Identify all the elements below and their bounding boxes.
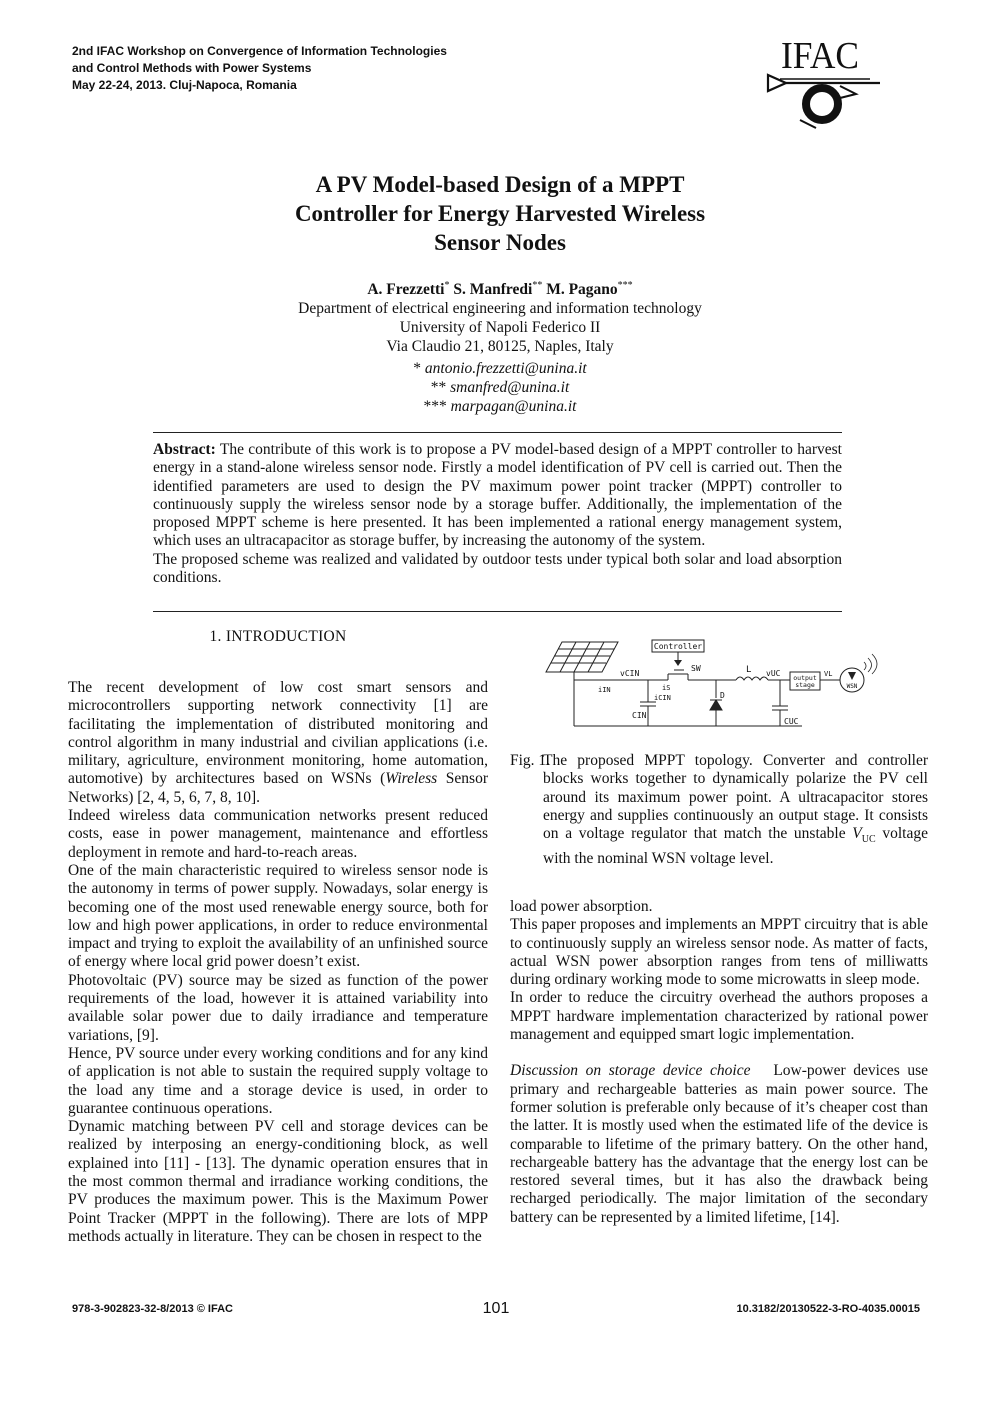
footer-isbn: 978-3-902823-32-8/2013 © IFAC (72, 1303, 233, 1315)
abstract-top-rule (153, 432, 842, 433)
subheading-storage-choice: Discussion on storage device choice (510, 1062, 751, 1080)
email-address[interactable]: smanfred@unina.it (450, 379, 570, 396)
paragraph: load power absorption. (510, 898, 653, 915)
vuc-label: vUC (766, 669, 781, 678)
email-line: *** marpagan@unina.it (423, 398, 577, 415)
logo-text: IFAC (781, 35, 859, 77)
paragraph: Hence, PV source under every working conditions and for any kind of application is not able to sustain the required supply voltage to the load any time and a storage device is used, in order to guarantee continuous operations. (68, 1044, 488, 1117)
caption-label: Fig. 1. (510, 752, 551, 769)
abstract-para-2: The proposed scheme was realized and validated by outdoor tests under typical both solar and load absorption conditions. (153, 550, 842, 587)
author-block (150, 276, 850, 356)
svg-text:stage: stage (795, 681, 815, 689)
section-heading-introduction: 1. INTRODUCTION (209, 628, 347, 645)
email-line: ** smanfred@unina.it (430, 379, 570, 396)
l-label: L (746, 665, 752, 675)
iin-label: iIN (598, 686, 611, 694)
author-1-mark: * (444, 280, 450, 291)
sw-label: SW (691, 664, 701, 673)
paragraph: The recent development of low cost smart sensors and microcontrollers supporting network connectivity [1] are facilitating the implementation of distributed monitoring and control algorithm in many industrial and civilian applications (i.e. military, agriculture, environment monitoring, home automation, automotive) by architectures based on WSNs (Wireless Sensor Networks) [2, 4, 5, 6, 7, 8, 10]. (68, 679, 489, 806)
conference-line-1: 2nd IFAC Workshop on Convergence of Information Technologies (72, 44, 447, 58)
title-line-3: Sensor Nodes (434, 230, 566, 255)
paragraph: In order to reduce the circuitry overhead the authors proposes a MPPT hardware implementation characterized by rational power management and equipped smart logic implementation. (510, 989, 928, 1044)
paper-title (150, 170, 850, 257)
vl-label: VL (824, 670, 833, 678)
caption-text: The proposed MPPT topology. Converter and controller blocks works together to dynamically polarize the PV cell around its maximum power point. A ultracapacitor stores energy and supplies continuously an output stage. It consists on a voltage regulator that match the unstable $V_{UC}$ voltage with the nominal WSN voltage level. (543, 752, 928, 867)
controller-label: Controller (653, 642, 703, 651)
wsn-label: WSN (846, 683, 858, 690)
pv-panel-icon (546, 642, 618, 680)
footer-doi[interactable]: 10.3182/20130522-3-RO-4035.00015 (736, 1303, 920, 1315)
ifac-logo (760, 34, 886, 134)
diode (710, 680, 722, 726)
paragraph: Discussion on storage device choice Low-power devices use primary and rechargeable batteries as main power source. The former solution is preferable only because of it’s cheaper cost than the latter. It is mostly used when the estimated life of the device is comparable to lifetime of the primary battery. On the other hand, rechargeable battery has the advantage that the energy lost can be restored several times, but it has also the drawback being recharged periodically. The major limitation of the secondary battery can be represented by a limited lifetime, [14]. (510, 1062, 928, 1226)
cin-label: CIN (632, 711, 647, 720)
email-address[interactable]: antonio.frezzetti@unina.it (424, 360, 587, 377)
paragraph: Photovoltaic (PV) source may be sized as function of the power requirements of the load, however it is attained variability into available solar power due to daily irradiance and temperature variations, [9]. (68, 971, 488, 1044)
paragraph: Indeed wireless data communication networks present reduced costs, ease in power management, maintenance and effortless deployment in remote and hard-to-reach areas. (68, 807, 488, 861)
switch-mosfet (668, 670, 688, 680)
d-label: D (720, 691, 725, 700)
email-line: * antonio.frezzetti@unina.it (413, 360, 587, 377)
right-column (510, 898, 928, 1227)
svg-text:output: output (793, 674, 817, 682)
title-line-1: A PV Model-based Design of a MPPT (315, 172, 685, 197)
inductor (736, 677, 768, 680)
email-list (250, 359, 750, 416)
affiliation-address: Via Claudio 21, 80125, Naples, Italy (386, 338, 614, 356)
affiliation-univ: University of Napoli Federico II (399, 319, 601, 337)
page-number: 101 (482, 1300, 510, 1317)
wireless-signal-icon (864, 654, 877, 674)
is-label: iS (662, 684, 671, 692)
vcin-label: vCIN (620, 669, 640, 678)
paragraph: Dynamic matching between PV cell and storage devices can be realized by interposing an energy-conditioning block, as well explained into [11] - [13]. The dynamic operation ensures that in the most common thermal and irradiance working conditions, the PV produces the maximum power. This is the Maximum Power Point Tracker (MPPT in the following). There are lots of MPP methods actually in literature. They can be chosen in respect to the (68, 1118, 488, 1245)
mppt-topology-figure (540, 636, 880, 734)
figure-caption (510, 752, 928, 868)
abstract (153, 441, 842, 587)
abstract-para-1: Abstract: The contribute of this work is to propose a PV model-based design of a MPPT controller to harvest energy in a stand-alone wireless sensor node. Firstly a model identification of PV cell is carried out. Then the identified parameters are used to design the PV maximum power point tracker (MPPT) controller to continuously supply the wireless sensor node by a storage buffer. Additionally, the implementation of the proposed MPPT scheme is here presented. It has been implemented a rational energy management system, which uses an ultracapacitor as storage buffer, by increasing the autonomy of the system. (153, 441, 842, 550)
cuc-label: CUC (784, 717, 799, 726)
conference-header (72, 43, 532, 94)
author-2-mark: ** (532, 280, 543, 291)
abstract-bottom-rule (153, 611, 842, 612)
left-column (68, 679, 488, 1246)
conference-line-3: May 22-24, 2013. Cluj-Napoca, Romania (72, 78, 297, 92)
icin-label: iCIN (654, 694, 671, 702)
email-address[interactable]: marpagan@unina.it (450, 398, 577, 415)
conference-line-2: and Control Methods with Power Systems (72, 61, 312, 75)
title-line-2: Controller for Energy Harvested Wireless (294, 201, 706, 226)
author-names (150, 276, 850, 299)
author-3-mark: *** (617, 280, 633, 291)
affiliation-dept: Department of electrical engineering and information technology (298, 300, 702, 318)
abstract-label: Abstract: (153, 441, 216, 458)
author-2: S. Manfredi (453, 281, 533, 299)
paragraph: This paper proposes and implements an MPPT circuitry that is able to continuously supply an wireless sensor node. As matter of facts, actual WSN power absorption ranges from tens of milliwatts during ordinary working mode to some microwatts in sleep mode. (510, 916, 928, 989)
author-3: M. Pagano (546, 281, 618, 299)
paragraph: One of the main characteristic required to wireless sensor node is the autonomy in terms of power supply. Nowadays, solar energy is becoming one of the most used renewable energy source, both for low and high power applications, in order to reduce environmental impact and trying to exploit the availability of an unfinished source of energy where local grid power doesn’t exist. (68, 861, 488, 971)
author-1: A. Frezzetti (367, 281, 445, 299)
